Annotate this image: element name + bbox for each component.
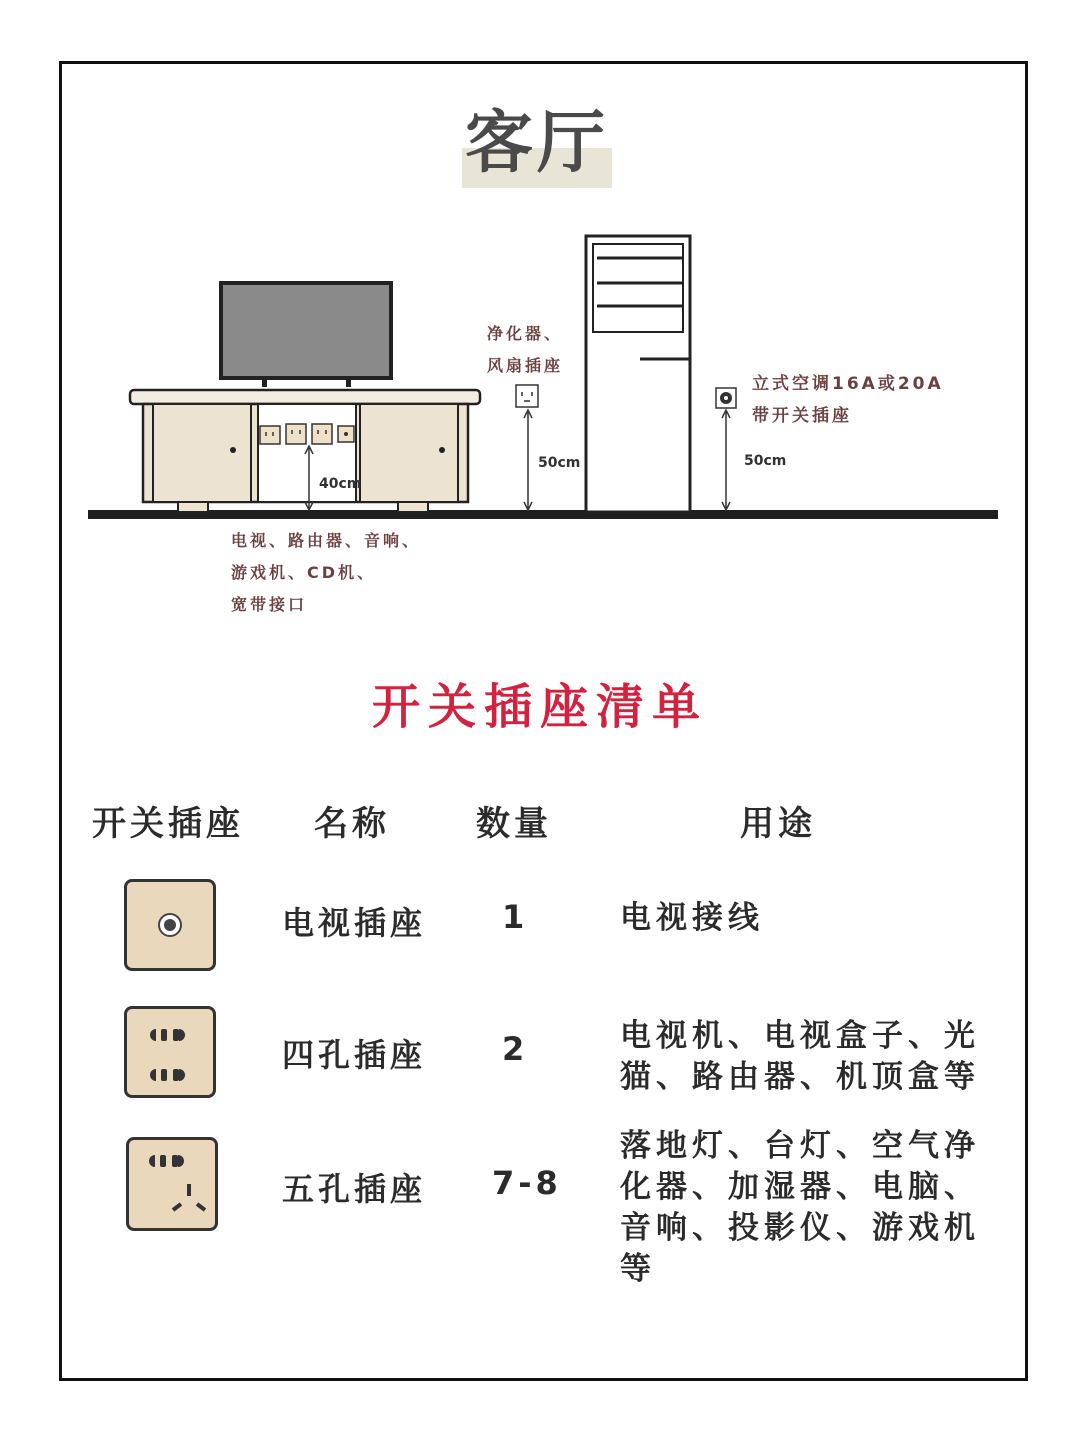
row-name: 电视插座 — [282, 904, 427, 942]
height-arrow-aircon — [722, 410, 730, 510]
row-quantity: 2 — [502, 1030, 529, 1068]
tv-icon — [221, 283, 391, 387]
tv-cabinet-icon — [130, 390, 480, 512]
height-label-aircon: 50cm — [744, 453, 787, 469]
header-switch-socket: 开关插座 — [92, 804, 244, 844]
five-hole-socket-icon — [126, 1137, 218, 1231]
tv-socket-icon — [124, 879, 216, 971]
height-label-tv: 40cm — [319, 476, 362, 492]
header-quantity: 数量 — [476, 804, 552, 844]
row-usage: 落地灯、台灯、空气净 化器、加湿器、电脑、 音响、投影仪、游戏机 等 — [620, 1128, 980, 1287]
header-usage: 用途 — [740, 804, 816, 844]
room-title: 客厅 — [464, 104, 609, 183]
row-quantity: 1 — [502, 898, 529, 936]
row-usage: 电视机、电视盒子、光 猫、路由器、机顶盒等 — [620, 1018, 980, 1095]
height-arrow-purifier — [524, 410, 532, 510]
purifier-socket-icon — [516, 385, 538, 407]
row-name: 四孔插座 — [282, 1036, 427, 1074]
floor-line — [88, 510, 998, 519]
row-usage: 电视接线 — [620, 900, 764, 936]
row-name: 五孔插座 — [282, 1170, 427, 1208]
header-name: 名称 — [314, 804, 390, 844]
row-quantity: 7-8 — [492, 1164, 562, 1202]
air-conditioner-icon — [586, 236, 690, 512]
height-label-purifier: 50cm — [538, 455, 581, 471]
aircon-label: 立式空调16A或20A 带开关插座 — [752, 374, 944, 426]
four-hole-socket-icon — [124, 1006, 216, 1098]
purifier-label: 净化器、 风扇插座 — [487, 324, 564, 375]
tv-area-label: 电视、路由器、音响、 游戏机、CD机、 宽带接口 — [231, 531, 422, 614]
list-title: 开关插座清单 — [371, 679, 708, 735]
aircon-socket-icon — [716, 388, 736, 408]
